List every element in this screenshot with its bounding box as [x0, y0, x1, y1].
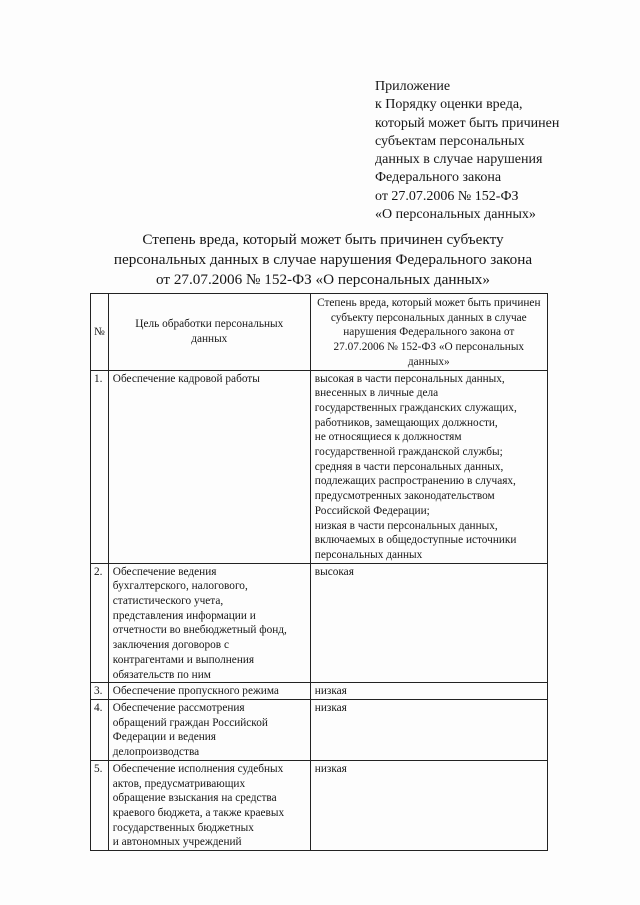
table-row — [91, 760, 548, 850]
appendix-line: Приложение — [375, 79, 451, 94]
purpose-line: отчетности во внебюджетный фонд, — [112, 624, 287, 637]
table-row — [91, 683, 548, 700]
row-num: 2. — [91, 563, 109, 683]
title-line: Степень вреда, который может быть причинен субъекту — [142, 231, 504, 248]
row-purpose — [108, 563, 310, 683]
table-row — [91, 370, 548, 563]
appendix-line: который может быть причинен — [375, 115, 560, 131]
harm-line: государственных гражданских служащих, — [314, 401, 517, 414]
table-header-row — [91, 294, 548, 371]
harm-line: включаемых в общедоступные источники — [314, 534, 517, 547]
harm-table — [90, 293, 548, 851]
table-row — [91, 563, 548, 683]
purpose-line: обращение взыскания на средства — [112, 792, 277, 805]
row-purpose: Обеспечение кадровой работы — [108, 370, 310, 563]
row-harm: низкая — [310, 760, 547, 850]
purpose-line: бухгалтерского, налогового, — [112, 580, 248, 593]
purpose-line: краевого бюджета, а также краевых — [112, 806, 285, 819]
document-title — [40, 230, 606, 290]
appendix-line: от 27.07.2006 № 152-ФЗ — [375, 188, 519, 204]
appendix-line: данных в случае нарушения — [375, 152, 543, 168]
purpose-line: обязательств по ним — [112, 668, 211, 681]
appendix-line: Федерального закона — [375, 170, 502, 186]
row-harm — [310, 370, 547, 563]
row-purpose: Обеспечение пропускного режима — [108, 683, 310, 700]
purpose-line: и автономных учреждений — [112, 836, 242, 849]
row-harm: низкая — [310, 699, 547, 760]
appendix-line: субъектам персональных — [375, 133, 525, 149]
row-purpose — [108, 699, 310, 760]
appendix-line: к Порядку оценки вреда, — [375, 97, 523, 113]
purpose-line: Обеспечение исполнения судебных — [112, 762, 284, 775]
purpose-line: актов, предусматривающих — [112, 777, 246, 790]
appendix-line: «О персональных данных» — [375, 207, 536, 223]
row-purpose — [108, 760, 310, 850]
row-harm: высокая — [310, 563, 547, 683]
purpose-line: делопроизводства — [112, 746, 200, 759]
title-line: персональных данных в случае нарушения Федерального закона — [113, 251, 533, 268]
purpose-line: представления информации и — [112, 609, 256, 622]
harm-line: персональных данных — [314, 548, 423, 561]
purpose-line: статистического учета, — [112, 595, 224, 608]
harm-line: Российской Федерации; — [314, 504, 430, 517]
row-harm: низкая — [310, 683, 547, 700]
harm-line: внесенных в личные дела — [314, 387, 439, 400]
header-num: № — [91, 294, 109, 371]
harm-line: не относящиеся к должностям — [314, 431, 462, 444]
purpose-line: Обеспечение рассмотрения — [112, 701, 245, 714]
harm-line: подлежащих распространению в случаях, — [314, 475, 516, 488]
purpose-line: Обеспечение ведения — [112, 565, 217, 578]
table-row — [91, 699, 548, 760]
harm-line: государственной гражданской службы; — [314, 446, 503, 459]
header-purpose: Цель обработки персональных данных — [108, 294, 310, 371]
harm-line: средняя в части персональных данных, — [314, 460, 504, 473]
appendix-block — [375, 78, 625, 224]
row-num: 4. — [91, 699, 109, 760]
row-num: 3. — [91, 683, 109, 700]
harm-line: высокая в части персональных данных, — [314, 372, 505, 385]
title-line: от 27.07.2006 № 152-ФЗ «О персональных данных» — [156, 271, 490, 288]
row-num: 5. — [91, 760, 109, 850]
purpose-line: контрагентами и выполнения — [112, 653, 255, 666]
row-num: 1. — [91, 370, 109, 563]
harm-line: предусмотренных законодательством — [314, 490, 495, 503]
purpose-line: Федерации и ведения — [112, 731, 217, 744]
purpose-line: государственных бюджетных — [112, 821, 254, 834]
harm-line: низкая в части персональных данных, — [314, 519, 498, 532]
harm-line: работников, замещающих должности, — [314, 416, 498, 429]
purpose-line: заключения договоров с — [112, 639, 229, 652]
purpose-line: обращений граждан Российской — [112, 716, 268, 729]
header-harm: Степень вреда, который может быть причинен субъекту персональных данных в случае нарушения Федерального закона от 27.07.2006 № 152-ФЗ «О персональных данных» — [310, 294, 547, 371]
